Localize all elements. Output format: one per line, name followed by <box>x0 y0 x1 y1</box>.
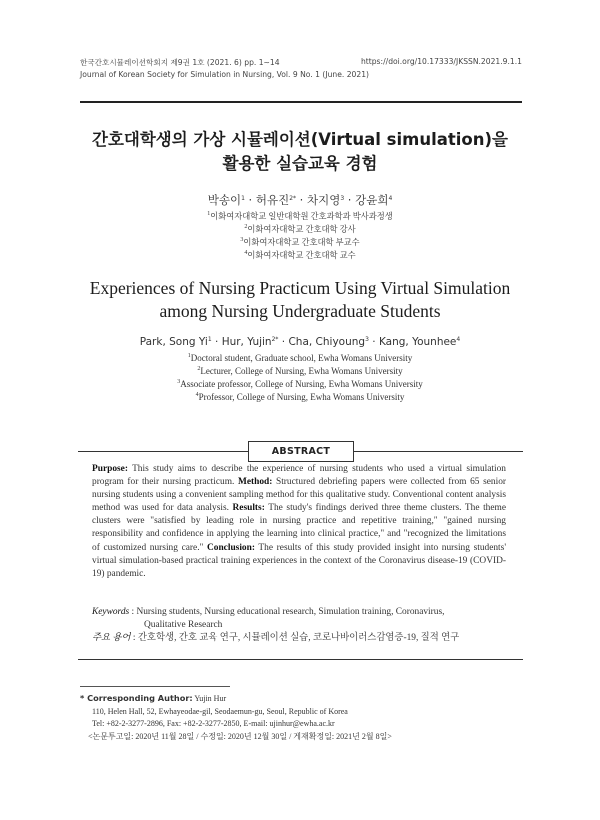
author-separator: · <box>347 193 352 207</box>
affiliation-sup: 1 <box>207 211 211 217</box>
footnote-rule <box>80 686 230 687</box>
keywords-en-line1: Nursing students, Nursing educational research, Simulation training, Coronavirus, <box>136 607 445 617</box>
method-text: Structured debriefing papers were collected from 65 senior nursing students using a convenient sampling method for this qualitative study. Conventional content analysis method was used for data analysis. <box>92 477 506 514</box>
author-sup: 4 <box>456 336 461 343</box>
author-ko: 박송이 <box>207 193 242 207</box>
author-sup: 3 <box>340 195 345 202</box>
author-sup: 1 <box>207 336 212 343</box>
results-text: The study's findings derived three theme clusters. The theme clusters were "satisfied by leading role in nursing practice and repetitive training," "gained nursing responsibility and confidence in applying the learning into clinical practice," and "recognized the limitations of customized nursing care." <box>92 503 506 553</box>
affiliation-sup: 2 <box>197 366 201 372</box>
author-separator: · <box>299 193 304 207</box>
purpose-label: Purpose: <box>92 464 128 474</box>
affiliation-sup: 3 <box>240 237 244 243</box>
author-ko: 강윤희 <box>355 193 389 207</box>
journal-title-en: Journal of Korean Society for Simulation in Nursing, Vol. 9 No. 1 (June. 2021) <box>80 70 369 79</box>
affiliation-ko <box>60 249 540 262</box>
affiliation-sup: 2 <box>244 224 248 230</box>
keywords-ko-row <box>92 632 510 645</box>
author-sup: 1 <box>241 195 245 202</box>
paper-title-en-line1: Experiences of Nursing Practicum Using Virtual Simulation <box>89 278 511 298</box>
method-label: Method: <box>237 477 273 488</box>
author-separator: · <box>215 336 219 348</box>
affiliation-text: Associate professor, College of Nursing, Ewha Womans University <box>180 379 423 389</box>
keywords-en-label: Keywords <box>92 607 130 617</box>
author-separator: · <box>372 336 376 348</box>
keywords-en-line2: Qualitative Research <box>144 620 223 630</box>
paper-title-en-line2: among Nursing Undergraduate Students <box>159 301 441 321</box>
author-ko: 차지영 <box>306 193 341 207</box>
authors-en <box>40 336 560 348</box>
affiliation-sup: 1 <box>187 353 191 359</box>
keywords-sep: : <box>130 633 138 643</box>
keywords-sep: : <box>129 607 137 617</box>
affiliation-en <box>40 391 560 405</box>
abstract-text <box>92 463 506 581</box>
affiliation-en <box>40 378 560 392</box>
affiliation-text: 이화여자대학교 간호대학 강사 <box>247 225 356 234</box>
affiliation-text: 이화여자대학교 일반대학원 간호과학과 박사과정생 <box>210 212 393 221</box>
keywords-ko-text: 간호학생, 간호 교육 연구, 시뮬레이션 실습, 코로나바이러스감염증-19, 질적 연구 <box>137 633 460 643</box>
corresponding-author-contact[interactable]: Tel: +82-2-3277-2896, Fax: +82-2-3277-2850, E-mail: ujinhur@ewha.ac.kr <box>92 719 335 728</box>
conclusion-label: Conclusion: <box>207 542 255 553</box>
abstract-label-box <box>248 441 354 462</box>
results-label: Results: <box>232 503 265 514</box>
corresponding-author-label: * Corresponding Author: <box>80 693 193 703</box>
corresponding-author-row <box>80 692 520 706</box>
correspondence-block <box>80 692 520 743</box>
author-separator: · <box>281 336 286 348</box>
keywords-ko-label: 주요 용어 <box>92 633 131 643</box>
keywords-block <box>92 606 510 645</box>
authors-ko <box>60 192 540 208</box>
affiliation-ko <box>60 223 540 236</box>
affiliation-en <box>40 365 560 379</box>
affiliation-sup: 4 <box>244 250 248 256</box>
affiliation-text: Lecturer, College of Nursing, Ewha Womans University <box>200 366 403 376</box>
author-sup: 2* <box>271 336 279 343</box>
conclusion-text: The results of this study provided insight into nursing students' virtual simulation-based practical training experiences in the context of the Coronavirus disease-19 (COVID-19) pandemic. <box>92 542 507 579</box>
doi-link[interactable]: https://doi.org/10.17333/JKSSN.2021.9.1.1 <box>360 57 522 66</box>
affiliation-sup: 3 <box>177 379 181 385</box>
paper-title-ko-line2: 활용한 실습교육 경험 <box>222 154 378 173</box>
affiliation-sup: 4 <box>195 392 199 398</box>
affiliation-text: 이화여자대학교 간호대학 교수 <box>247 251 356 260</box>
keywords-en-row <box>92 606 510 619</box>
affiliation-en <box>40 352 560 366</box>
author-separator: · <box>248 193 253 207</box>
submission-dates: <논문투고일: 2020년 11월 28일 / 수정일: 2020년 12월 30일 / 게재확정일: 2021년 2월 8일> <box>88 731 392 741</box>
purpose-text: This study aims to describe the experience of nursing students who used a virtual simulation program for their nursing practicum. <box>92 464 506 488</box>
author-en: Park, Song Yi <box>139 336 208 348</box>
affiliation-ko <box>60 236 540 249</box>
paper-title-ko-line1: 간호대학생의 가상 시뮬레이션(Virtual simulation)을 <box>92 130 508 149</box>
corresponding-author-address: 110, Helen Hall, 52, Ewhayeodae-gil, Seodaemun-gu, Seoul, Republic of Korea <box>92 706 348 716</box>
corresponding-author-name: Yujin Hur <box>192 694 227 703</box>
author-en: Kang, Younhee <box>378 336 457 348</box>
author-sup: 4 <box>388 195 393 202</box>
author-sup: 3 <box>365 336 369 343</box>
affiliation-text: 이화여자대학교 간호대학 부교수 <box>243 238 360 247</box>
affiliation-text: Professor, College of Nursing, Ewha Womans University <box>198 392 405 402</box>
author-ko: 허유진 <box>255 193 290 207</box>
abstract-label: ABSTRACT <box>271 446 331 457</box>
affiliation-ko <box>60 210 540 223</box>
journal-title-ko: 한국간호시뮬레이션학회지 제9권 1호 (2021. 6) pp. 1~14 <box>80 58 280 67</box>
author-sup: 2* <box>289 195 297 202</box>
author-en: Cha, Chiyoung <box>288 336 366 348</box>
author-en: Hur, Yujin <box>221 336 272 348</box>
header-rule <box>80 101 522 103</box>
affiliation-text: Doctoral student, Graduate school, Ewha Womans University <box>190 353 413 363</box>
